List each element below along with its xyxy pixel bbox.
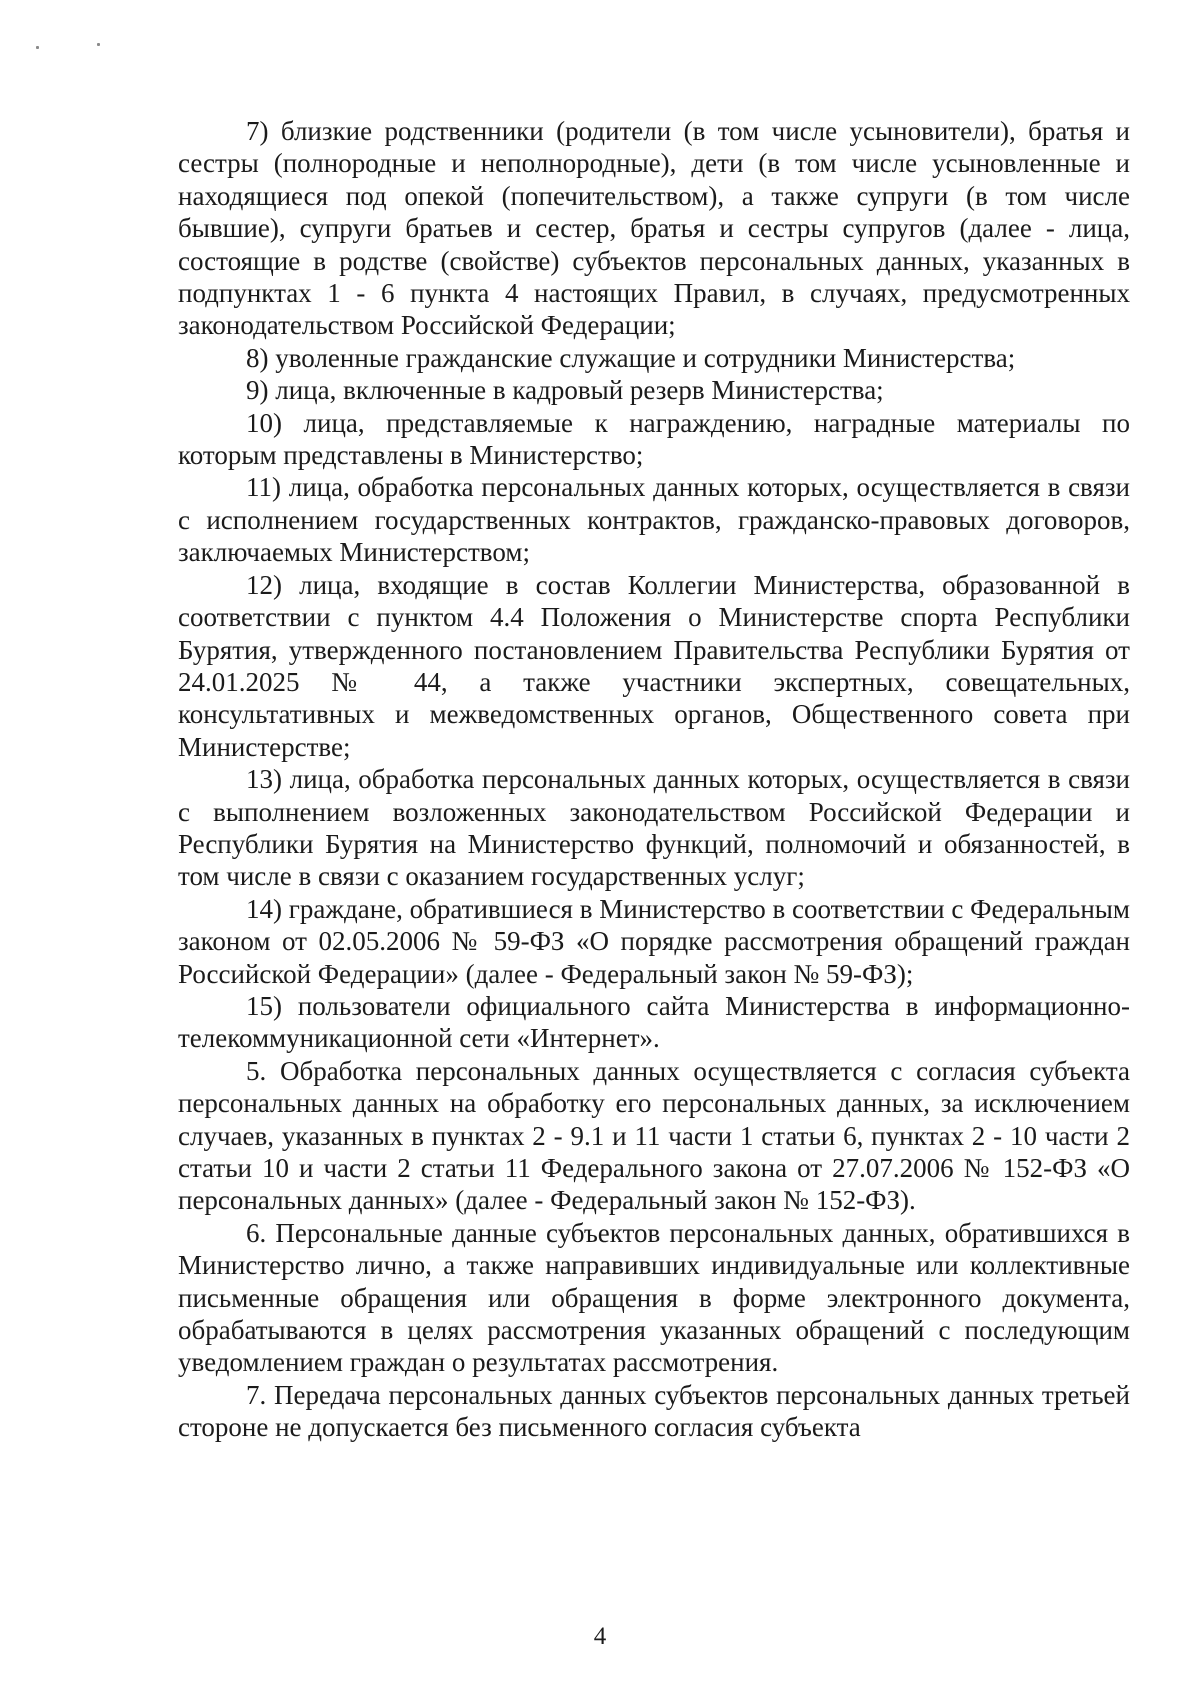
page-number: 4 xyxy=(593,1623,607,1650)
scan-artifact xyxy=(97,43,100,46)
paragraph-item-10: 10) лица, представляемые к награждению, наградные материалы по которым представлены в Министерство; xyxy=(178,407,1130,471)
paragraph-item-14: 14) граждане, обратившиеся в Министерство в соответствии с Федеральным законом от 02.05.2006 № 59-ФЗ «О порядке рассмотрения обращений граждан Российской Федерации» (далее - Федеральный закон № 59-ФЗ); xyxy=(178,893,1130,989)
paragraph-item-8: 8) уволенные гражданские служащие и сотрудники Министерства; xyxy=(246,342,1016,373)
paragraph-clause-7: 7. Передача персональных данных субъектов персональных данных третьей стороне не допускается без письменного согласия субъекта xyxy=(178,1379,1130,1443)
paragraph-item-15: 15) пользователи официального сайта Министерства в информационно-телекоммуникационной сети «Интернет». xyxy=(178,990,1130,1054)
paragraph-clause-5: 5. Обработка персональных данных осуществляется с согласия субъекта персональных данных на обработку его персональных данных, за исключением случаев, указанных в пунктах 2 - 9.1 и 11 части 1 статьи 6, пунктах 2 - 10 части 2 статьи 10 и части 2 статьи 11 Федерального закона от 27.07.2006 № 152-ФЗ «О персональных данных» (далее - Федеральный закон № 152-ФЗ). xyxy=(178,1055,1130,1216)
scan-artifact xyxy=(36,46,39,49)
paragraph-item-7: 7) близкие родственники (родители (в том числе усыновители), братья и сестры (полнородные и неполнородные), дети (в том числе усыновленные и находящиеся под опекой (попечительством), а также супруги (в том числе бывшие), супруги братьев и сестер, братья и сестры супругов (далее - лица, состоящие в родстве (свойстве) субъектов персональных данных, указанных в подпунктах 1 - 6 пункта 4 настоящих Правил, в случаях, предусмотренных законодательством Российской Федерации; xyxy=(178,116,1130,341)
paragraph-item-11: 11) лица, обработка персональных данных которых, осуществляется в связи с исполнением государственных контрактов, гражданско-правовых договоров, заключаемых Министерством; xyxy=(178,472,1130,568)
paragraph-item-12: 12) лица, входящие в состав Коллегии Министерства, образованной в соответствии с пунктом 4.4 Положения о Министерстве спорта Республики Бурятия, утвержденного постановлением Правительства Республики Бурятия от 24.01.2025 № 44, а также участники экспертных, совещательных, консультативных и межведомственных органов, Общественного совета при Министерстве; xyxy=(178,569,1130,762)
paragraph-item-9: 9) лица, включенные в кадровый резерв Министерства; xyxy=(246,375,884,406)
document-body xyxy=(178,115,1130,1444)
paragraph-clause-6: 6. Персональные данные субъектов персональных данных, обратившихся в Министерство лично, а также направивших индивидуальные или коллективные письменные обращения или обращения в форме электронного документа, обрабатываются в целях рассмотрения указанных обращений с последующим уведомлением граждан о результатах рассмотрения. xyxy=(178,1217,1130,1378)
paragraph-item-13: 13) лица, обработка персональных данных которых, осуществляется в связи с выполнением возложенных законодательством Российской Федерации и Республики Бурятия на Министерство функций, полномочий и обязанностей, в том числе в связи с оказанием государственных услуг; xyxy=(178,764,1130,892)
